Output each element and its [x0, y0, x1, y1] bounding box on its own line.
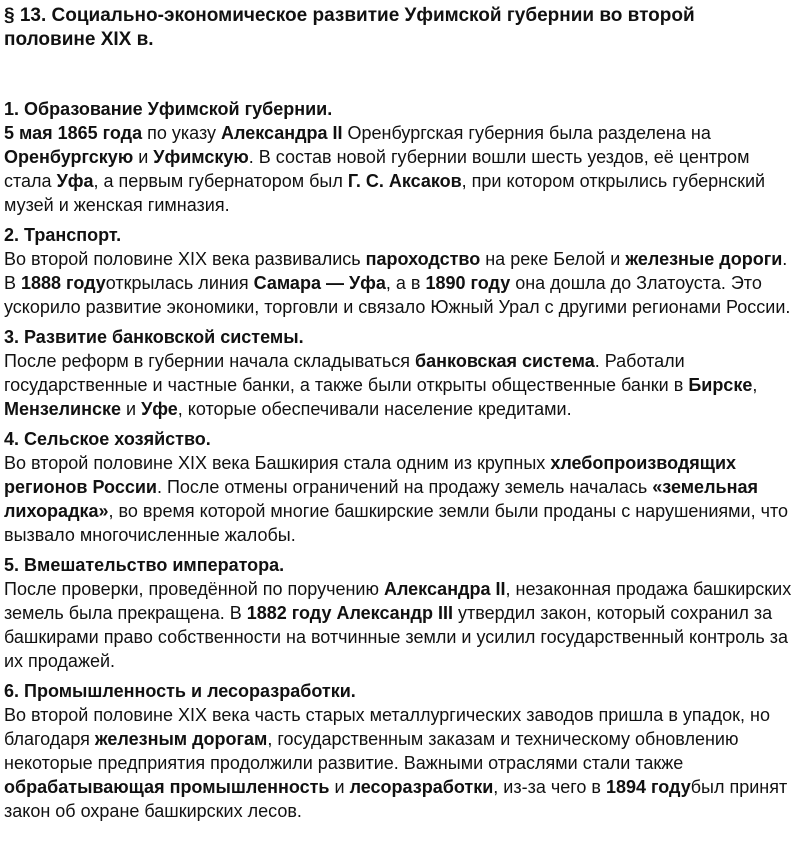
emphasis-term: Александра II: [383, 579, 506, 599]
text-run: . В: [4, 249, 788, 293]
section-3: [4, 325, 796, 421]
section-body: [4, 703, 796, 823]
emphasis-term: железные дороги: [625, 249, 783, 269]
section-heading: 5. Вмешательство императора.: [4, 555, 285, 575]
text-run: по указу: [142, 123, 221, 143]
section-heading: 2. Транспорт.: [4, 225, 122, 245]
emphasis-term: обрабатывающая промышленность: [4, 777, 330, 797]
emphasis-term: 5 мая 1865 года: [4, 123, 143, 143]
emphasis-term: Г. С. Аксаков: [347, 171, 462, 191]
section-2: [4, 223, 796, 319]
emphasis-term: «земельная лихорадка»: [4, 477, 758, 521]
emphasis-term: железным дорогам: [94, 729, 268, 749]
emphasis-term: хлебопроизводящих регионов России: [4, 453, 737, 497]
text-run: Во второй половине XIX века развивались: [4, 249, 366, 269]
text-run: и: [121, 399, 142, 419]
emphasis-term: 1894 году: [605, 777, 691, 797]
sections-container: [4, 97, 796, 823]
section-body: [4, 247, 796, 319]
page-title: § 13. Социально-экономическое развитие Уфимской губернии во второй половине XIX в.: [4, 5, 695, 50]
emphasis-term: Уфе: [141, 399, 178, 419]
text-run: , при котором открылись губернский музей и женская гимназия.: [4, 171, 766, 215]
emphasis-term: лесоразработки: [349, 777, 494, 797]
section-body: [4, 451, 796, 547]
text-run: . Работали государственные и частные банки, а также были открыты общественные банки в: [4, 351, 689, 395]
emphasis-term: банковская система: [415, 351, 595, 371]
text-run: утвердил закон, который сохранил за башкирами право собственности на вотчинные земли и усилил государственный контроль за их продажей.: [4, 603, 789, 671]
text-run: открылась линия: [105, 273, 254, 293]
section-heading: 3. Развитие банковской системы.: [4, 327, 304, 347]
emphasis-term: Самара — Уфа: [253, 273, 386, 293]
section-body: [4, 577, 796, 673]
text-run: и: [329, 777, 350, 797]
text-run: и: [133, 147, 154, 167]
section-heading: 1. Образование Уфимской губернии.: [4, 99, 333, 119]
text-run: . В состав новой губернии вошли шесть уездов, её центром стала: [4, 147, 750, 191]
text-run: , из-за чего в: [493, 777, 606, 797]
emphasis-term: пароходство: [365, 249, 481, 269]
text-run: , государственным заказам и техническому обновлению некоторые предприятия продолжили развитие. Важными отраслями стали также: [4, 729, 739, 773]
text-run: она дошла до Златоуста. Это ускорило развитие экономики, торговли и связало Южный Урал с другими регионами России.: [4, 273, 791, 317]
text-run: , которые обеспечивали население кредитами.: [177, 399, 572, 419]
emphasis-term: 1888 году: [21, 273, 106, 293]
text-run: был принят закон об охране башкирских лесов.: [4, 777, 788, 821]
text-run: на реке Белой и: [480, 249, 626, 269]
text-run: , во время которой многие башкирские земли были проданы с нарушениями, что вызвало многочисленные жалобы.: [4, 501, 789, 545]
text-run: После реформ в губернии начала складываться: [4, 351, 416, 371]
emphasis-term: 1882 году Александр III: [246, 603, 453, 623]
emphasis-term: Мензелинске: [4, 399, 121, 419]
text-run: , а первым губернатором был: [93, 171, 348, 191]
section-1: [4, 97, 796, 217]
text-run: Оренбургская губерния была разделена на: [342, 123, 711, 143]
text-run: После проверки, проведённой по поручению: [4, 579, 384, 599]
section-body: [4, 121, 796, 217]
emphasis-term: Бирске: [688, 375, 753, 395]
section-5: [4, 553, 796, 673]
emphasis-term: Оренбургскую: [4, 147, 134, 167]
emphasis-term: 1890 году: [425, 273, 511, 293]
text-run: Во второй половине XIX века часть старых металлургических заводов пришла в упадок, но благодаря: [4, 705, 770, 749]
text-run: ,: [752, 375, 758, 395]
section-heading: 4. Сельское хозяйство.: [4, 429, 211, 449]
text-run: Во второй половине XIX века Башкирия стала одним из крупных: [4, 453, 551, 473]
text-run: , а в: [385, 273, 426, 293]
text-run: . После отмены ограничений на продажу земель началась: [156, 477, 653, 497]
emphasis-term: Уфа: [56, 171, 94, 191]
emphasis-term: Александра II: [221, 123, 343, 143]
emphasis-term: Уфимскую: [153, 147, 249, 167]
section-heading: 6. Промышленность и лесоразработки.: [4, 681, 356, 701]
text-run: , незаконная продажа башкирских земель была прекращена. В: [4, 579, 792, 623]
section-4: [4, 427, 796, 547]
section-body: [4, 349, 796, 421]
section-6: [4, 679, 796, 823]
